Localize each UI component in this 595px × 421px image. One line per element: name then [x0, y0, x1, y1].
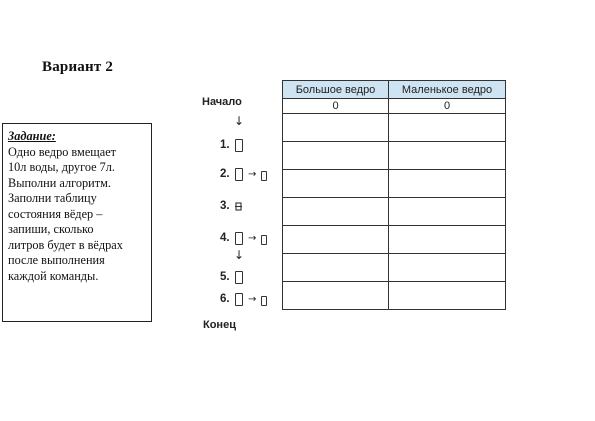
step-number: 4. [220, 232, 230, 244]
task-line: каждой команды. [8, 268, 99, 283]
big-bucket-icon [235, 232, 243, 245]
step-number: 3. [220, 200, 230, 212]
small-bucket-cell[interactable] [389, 198, 506, 226]
algorithm-step-4 [220, 230, 267, 246]
big-bucket-cell[interactable] [283, 226, 389, 254]
algorithm-start-label: Начало [202, 96, 242, 108]
task-line: литров будет в вёдрах [8, 237, 123, 252]
algorithm-step-6 [220, 291, 267, 307]
algorithm-step-2 [220, 166, 267, 182]
empty-small-bucket-icon [235, 201, 242, 211]
table-header-row [283, 81, 506, 99]
table-row [283, 198, 506, 226]
step-number: 1. [220, 139, 230, 151]
big-bucket-cell[interactable] [283, 142, 389, 170]
algorithm-step-3 [220, 198, 242, 214]
big-bucket-icon [235, 271, 243, 284]
table-row [283, 170, 506, 198]
variant-title: Вариант 2 [42, 59, 114, 75]
big-bucket-cell[interactable] [283, 198, 389, 226]
start-big-cell: 0 [283, 99, 389, 114]
task-line: Заполни таблицу [8, 191, 97, 205]
pour-arrow-icon: → [248, 293, 257, 305]
big-bucket-icon [235, 139, 243, 152]
arrow-down-icon: ↓ [234, 114, 245, 128]
task-line: 10л воды, другое 7л. [8, 160, 116, 174]
task-line: Выполни алгоритм. [8, 175, 111, 190]
bucket-state-table [282, 80, 506, 310]
small-bucket-icon [261, 235, 267, 245]
small-bucket-cell[interactable] [389, 254, 506, 282]
step-number: 6. [220, 293, 230, 305]
big-bucket-cell[interactable] [283, 114, 389, 142]
task-box [2, 123, 152, 322]
big-bucket-icon [235, 168, 243, 181]
start-small-cell: 0 [389, 99, 506, 114]
task-heading: Задание: [8, 129, 56, 143]
task-line: запиши, сколько [8, 222, 94, 236]
pour-arrow-icon: → [248, 232, 257, 244]
small-bucket-icon [261, 171, 267, 181]
table-row [283, 142, 506, 170]
bucket-state-table-wrap [282, 80, 506, 310]
big-bucket-cell[interactable] [283, 282, 389, 310]
small-bucket-cell[interactable] [389, 114, 506, 142]
step-number: 2. [220, 168, 230, 180]
algorithm-step-1 [220, 137, 243, 153]
step-number: 5. [220, 271, 230, 283]
big-bucket-icon [235, 293, 243, 306]
small-bucket-cell[interactable] [389, 142, 506, 170]
pour-arrow-icon: → [248, 168, 257, 180]
column-header-small-bucket: Маленькое ведро [389, 81, 506, 99]
table-row [283, 114, 506, 142]
table-row [283, 282, 506, 310]
small-bucket-cell[interactable] [389, 226, 506, 254]
column-header-big-bucket: Большое ведро [283, 81, 389, 99]
small-bucket-cell[interactable] [389, 282, 506, 310]
table-row [283, 226, 506, 254]
task-line: Одно ведро вмещает [8, 144, 117, 159]
table-row [283, 254, 506, 282]
task-line: после выполнения [8, 253, 105, 267]
big-bucket-cell[interactable] [283, 170, 389, 198]
small-bucket-cell[interactable] [389, 170, 506, 198]
task-line: состояния вёдер – [8, 206, 103, 221]
arrow-down-icon: ↓ [234, 248, 245, 262]
algorithm-step-5 [220, 269, 243, 285]
table-row-start [283, 99, 506, 114]
algorithm-end-label: Конец [203, 319, 236, 331]
big-bucket-cell[interactable] [283, 254, 389, 282]
small-bucket-icon [261, 296, 267, 306]
